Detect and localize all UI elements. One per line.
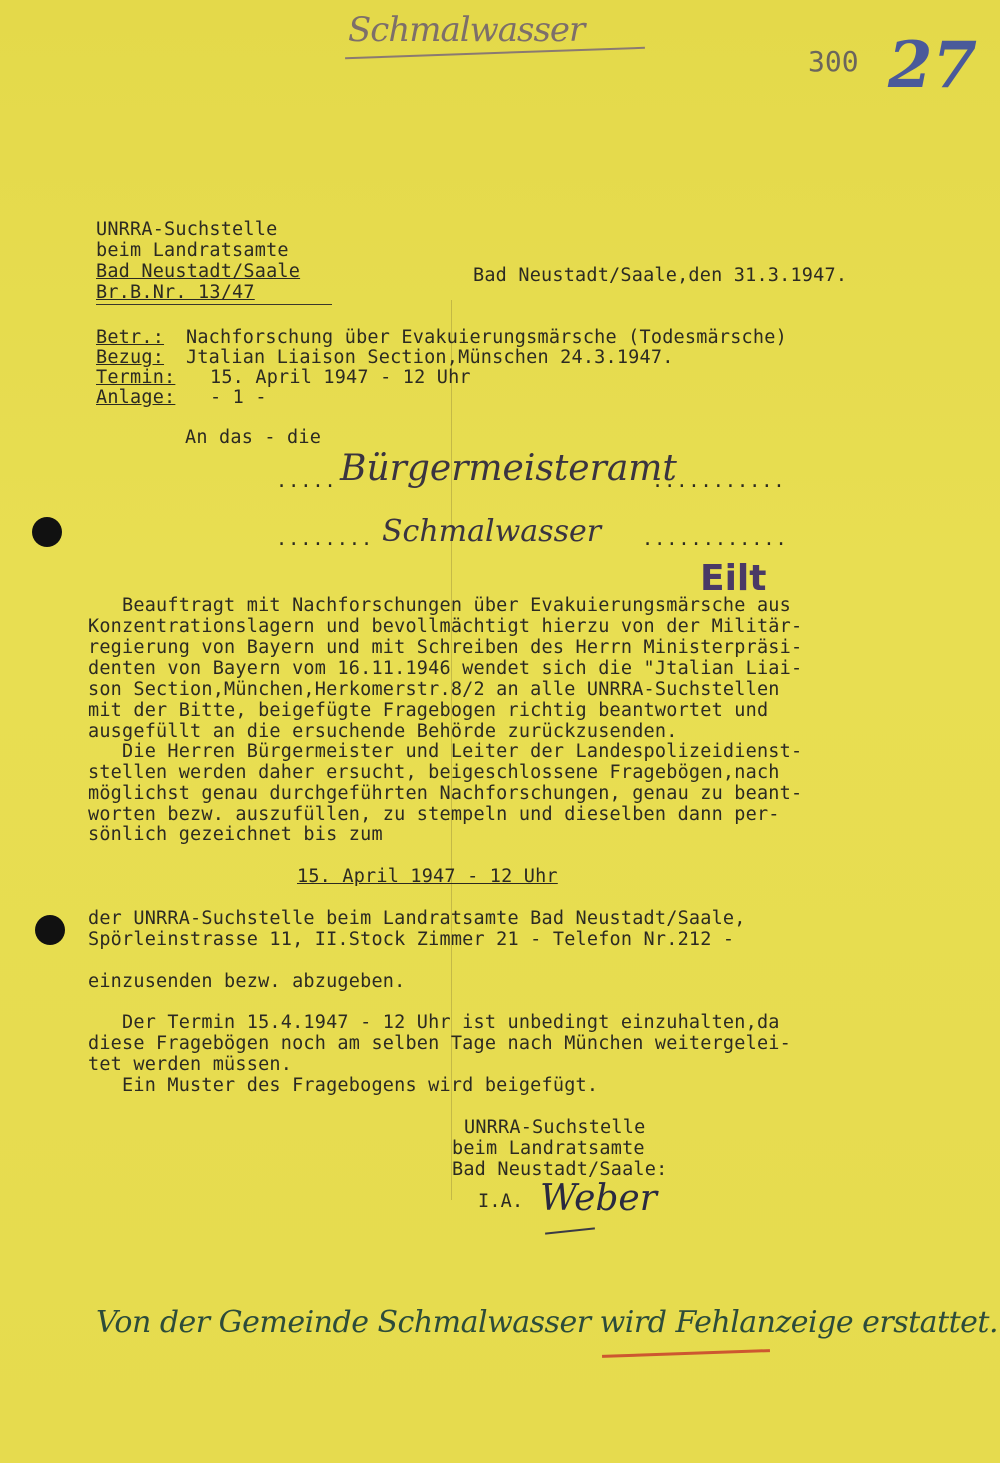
body-line: Beauftragt mit Nachforschungen über Evakuierungsmärsche aus: [88, 595, 791, 616]
urgent-stamp: Eilt: [700, 558, 767, 599]
sender-line3: Bad Neustadt/Saale: [96, 261, 301, 282]
body-line: stellen werden daher ersucht, beigeschlossene Fragebögen,nach: [88, 762, 780, 783]
body-line: worten bezw. auszufüllen, zu stempeln und dieselben dann per-: [88, 804, 780, 825]
archive-number: 300: [808, 45, 859, 78]
place-date: Bad Neustadt/Saale,den 31.3.1947.: [473, 265, 848, 286]
betr-label: Betr.:: [96, 327, 165, 348]
dots-right: ............: [642, 529, 788, 550]
body-line: sönlich gezeichnet bis zum: [88, 824, 383, 845]
body-line: ausgefüllt an die ersuchende Behörde zurückzusenden.: [88, 721, 678, 742]
body-line: Die Herren Bürgermeister und Leiter der Landespolizeidienst-: [88, 741, 803, 762]
body-line: Ein Muster des Fragebogens wird beigefügt.: [88, 1075, 599, 1096]
body-line: Spörleinstrasse 11, II.Stock Zimmer 21 - Telefon Nr.212 -: [88, 929, 735, 950]
signature-line3: Bad Neustadt/Saale:: [452, 1159, 668, 1180]
body-line: der UNRRA-Suchstelle beim Landratsamte Bad Neustadt/Saale,: [88, 908, 746, 929]
handwritten-place-top: Schmalwasser: [348, 10, 585, 50]
signature-stroke: [545, 1227, 595, 1234]
body-line: Konzentrationslagern und bevollmächtigt hierzu von der Militär-: [88, 616, 803, 637]
body-line: möglichst genau durchgeführten Nachforschungen, genau zu beant-: [88, 783, 803, 804]
addressee-place: Schmalwasser: [382, 514, 602, 549]
addressee-name: Bürgermeisteramt: [340, 448, 677, 489]
bezug-text: Jtalian Liaison Section,Münschen 24.3.1947.: [186, 347, 674, 368]
sender-line2: beim Landratsamte: [96, 240, 289, 261]
betr-text: Nachforschung über Evakuierungsmärsche (Todesmärsche): [186, 327, 787, 348]
punch-hole: [32, 517, 62, 547]
dots-right: ...........: [652, 471, 786, 492]
anlage-label: Anlage:: [96, 387, 176, 408]
body-line: regierung von Bayern und mit Schreiben des Herrn Ministerpräsi-: [88, 637, 803, 658]
dots-left: .....: [276, 471, 337, 492]
deadline: 15. April 1947 - 12 Uhr: [297, 866, 558, 887]
ia-label: I.A.: [478, 1191, 524, 1212]
sender-rule: [96, 304, 332, 305]
sender-line1: UNRRA-Suchstelle: [96, 219, 278, 240]
page-number: 27: [888, 28, 978, 103]
addressee-intro: An das - die: [185, 427, 322, 448]
bezug-label: Bezug:: [96, 347, 165, 368]
signature-line1: UNRRA-Suchstelle: [464, 1117, 646, 1138]
red-underline: [602, 1349, 770, 1358]
termin-label: Termin:: [96, 367, 176, 388]
body-line: son Section,München,Herkomerstr.8/2 an alle UNRRA-Suchstellen: [88, 679, 780, 700]
termin-text: 15. April 1947 - 12 Uhr: [210, 367, 471, 388]
body-line: denten von Bayern vom 16.11.1946 wendet sich die "Jtalian Liai-: [88, 658, 803, 679]
anlage-text: - 1 -: [210, 387, 267, 408]
handwritten-note: Von der Gemeinde Schmalwasser wird Fehlanzeige erstattet.: [96, 1305, 999, 1340]
body-line: einzusenden bezw. abzugeben.: [88, 971, 406, 992]
signature: Weber: [540, 1178, 657, 1219]
punch-hole: [35, 915, 65, 945]
body-line: Der Termin 15.4.1947 - 12 Uhr ist unbedingt einzuhalten,da: [88, 1012, 780, 1033]
body-line: tet werden müssen.: [88, 1054, 293, 1075]
body-line: mit der Bitte, beigefügte Fragebogen richtig beantwortet und: [88, 700, 769, 721]
reference-number: Br.B.Nr. 13/47: [96, 282, 255, 303]
body-line: diese Fragebögen noch am selben Tage nach München weitergelei-: [88, 1033, 791, 1054]
signature-line2: beim Landratsamte: [452, 1138, 645, 1159]
dots-left: ........: [276, 529, 374, 550]
